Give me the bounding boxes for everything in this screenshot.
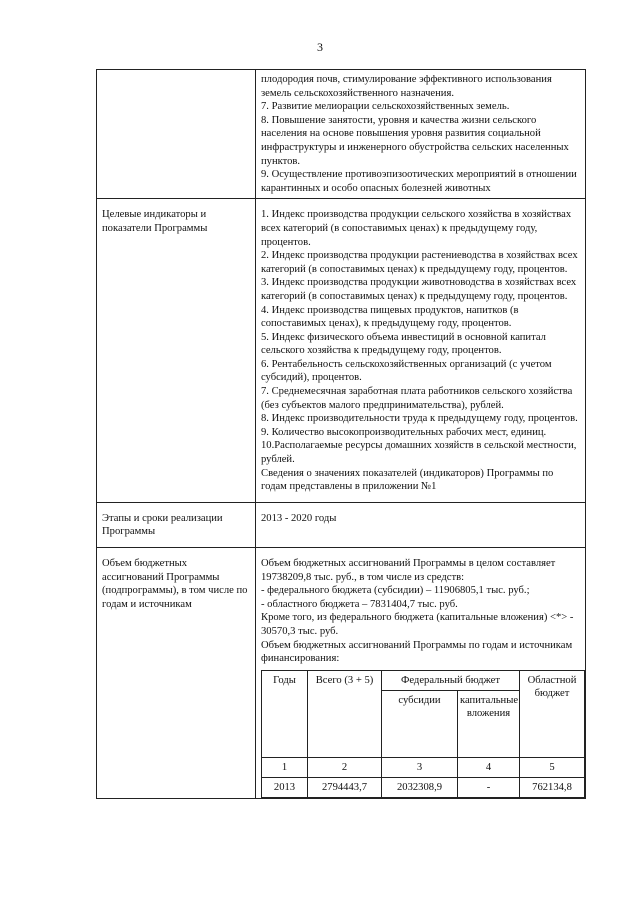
row-label: Этапы и сроки реализации Программы	[97, 502, 256, 547]
table-row	[97, 548, 586, 799]
list-item: Кроме того, из федерального бюджета (капитальные вложения) <*> - 30570,3 тыс. руб.	[261, 612, 574, 637]
cell-total: 2794443,7	[308, 777, 382, 797]
row-label: Целевые индикаторы и показатели Программы	[97, 199, 256, 502]
list-item: 3. Индекс производства продукции животноводства в хозяйствах всех категорий (в сопоставимых ценах) к предыдущему году, процентов.	[261, 277, 577, 302]
list-item: 4. Индекс производства пищевых продуктов, напитков (в сопоставимых ценах), к предыдущему году, процентов.	[261, 304, 519, 330]
list-item: 7. Среднемесячная заработная плата работников сельского хозяйства (без субъектов малого предпринимательства), рублей.	[261, 386, 573, 411]
row-content	[256, 199, 586, 502]
row-content	[256, 70, 586, 199]
table-row	[262, 777, 585, 797]
list-item: - областного бюджета – 7831404,7 тыс. руб.	[261, 598, 458, 610]
funding-table	[261, 670, 585, 798]
list-item: 9. Количество высокопроизводительных рабочих мест, единиц.	[261, 426, 547, 438]
list-item: 6. Рентабельность сельскохозяйственных организаций (с учетом субсидий), процентов.	[261, 358, 552, 384]
row-content	[256, 548, 586, 799]
table-row	[262, 670, 585, 690]
column-number: 3	[382, 757, 458, 777]
cell-subsidies: 2032308,9	[382, 777, 458, 797]
row-label	[97, 70, 256, 199]
header-subsidies: субсидии	[382, 690, 458, 757]
list-item: 8. Индекс производительности труда к предыдущему году, процентов.	[261, 413, 578, 425]
header-federal: Федеральный бюджет	[382, 670, 520, 690]
list-item: 10.Располагаемые ресурсы домашних хозяйств в сельской местности, рублей.	[261, 440, 577, 466]
header-regional: Областной бюджет	[520, 670, 585, 757]
list-item: плодородия почв, стимулирование эффективного использования земель сельскохозяйственного назначения.	[261, 74, 552, 99]
table-row	[97, 70, 586, 199]
page-number: 3	[317, 40, 323, 54]
table-row	[97, 502, 586, 547]
list-item: Сведения о значениях показателей (индикаторов) Программы по годам представлены в приложении №1	[261, 467, 554, 493]
header-capital: капитальные вложения	[458, 690, 520, 757]
column-number: 4	[458, 757, 520, 777]
list-item: 1. Индекс производства продукции сельского хозяйства в хозяйствах всех категорий (в сопоставимых ценах) к предыдущему году, процентов.	[261, 209, 572, 248]
list-item: 2. Индекс производства продукции растениеводства в хозяйствах всех категорий (в сопоставимых ценах) к предыдущему году, процентов.	[261, 250, 578, 275]
table-row	[262, 757, 585, 777]
program-passport-table	[96, 69, 586, 799]
column-number: 2	[308, 757, 382, 777]
row-label: Объем бюджетных ассигнований Программы (подпрограммы), в том числе по годам и источникам	[97, 548, 256, 799]
list-item: 7. Развитие мелиорации сельскохозяйственных земель.	[261, 101, 510, 113]
list-item: 2013 - 2020 годы	[261, 512, 337, 524]
cell-regional: 762134,8	[520, 777, 585, 797]
header-total: Всего (3 + 5)	[308, 670, 382, 757]
table-row	[97, 199, 586, 502]
header-years: Годы	[262, 670, 308, 757]
row-content	[256, 502, 586, 547]
list-item: 5. Индекс физического объема инвестиций в основной капитал сельского хозяйства к предыдущему году, процентов.	[261, 331, 546, 357]
column-number: 5	[520, 757, 585, 777]
list-item: 9. Осуществление противоэпизоотических мероприятий в отношении карантинных и особо опасных болезней животных	[261, 169, 577, 194]
column-number: 1	[262, 757, 308, 777]
cell-year: 2013	[262, 777, 308, 797]
list-item: - федерального бюджета (субсидии) – 11906805,1 тыс. руб.;	[261, 585, 530, 597]
list-item: Объем бюджетных ассигнований Программы по годам и источникам финансирования:	[261, 639, 573, 665]
list-item: 8. Повышение занятости, уровня и качества жизни сельского населения на основе повышения уровня развития социальной инфраструктуры и инженерного обустройства сельских населенных пунктов.	[261, 114, 569, 167]
list-item: Объем бюджетных ассигнований Программы в целом составляет 19738209,8 тыс. руб., в том числе из средств:	[261, 558, 556, 583]
cell-capital: -	[458, 777, 520, 797]
